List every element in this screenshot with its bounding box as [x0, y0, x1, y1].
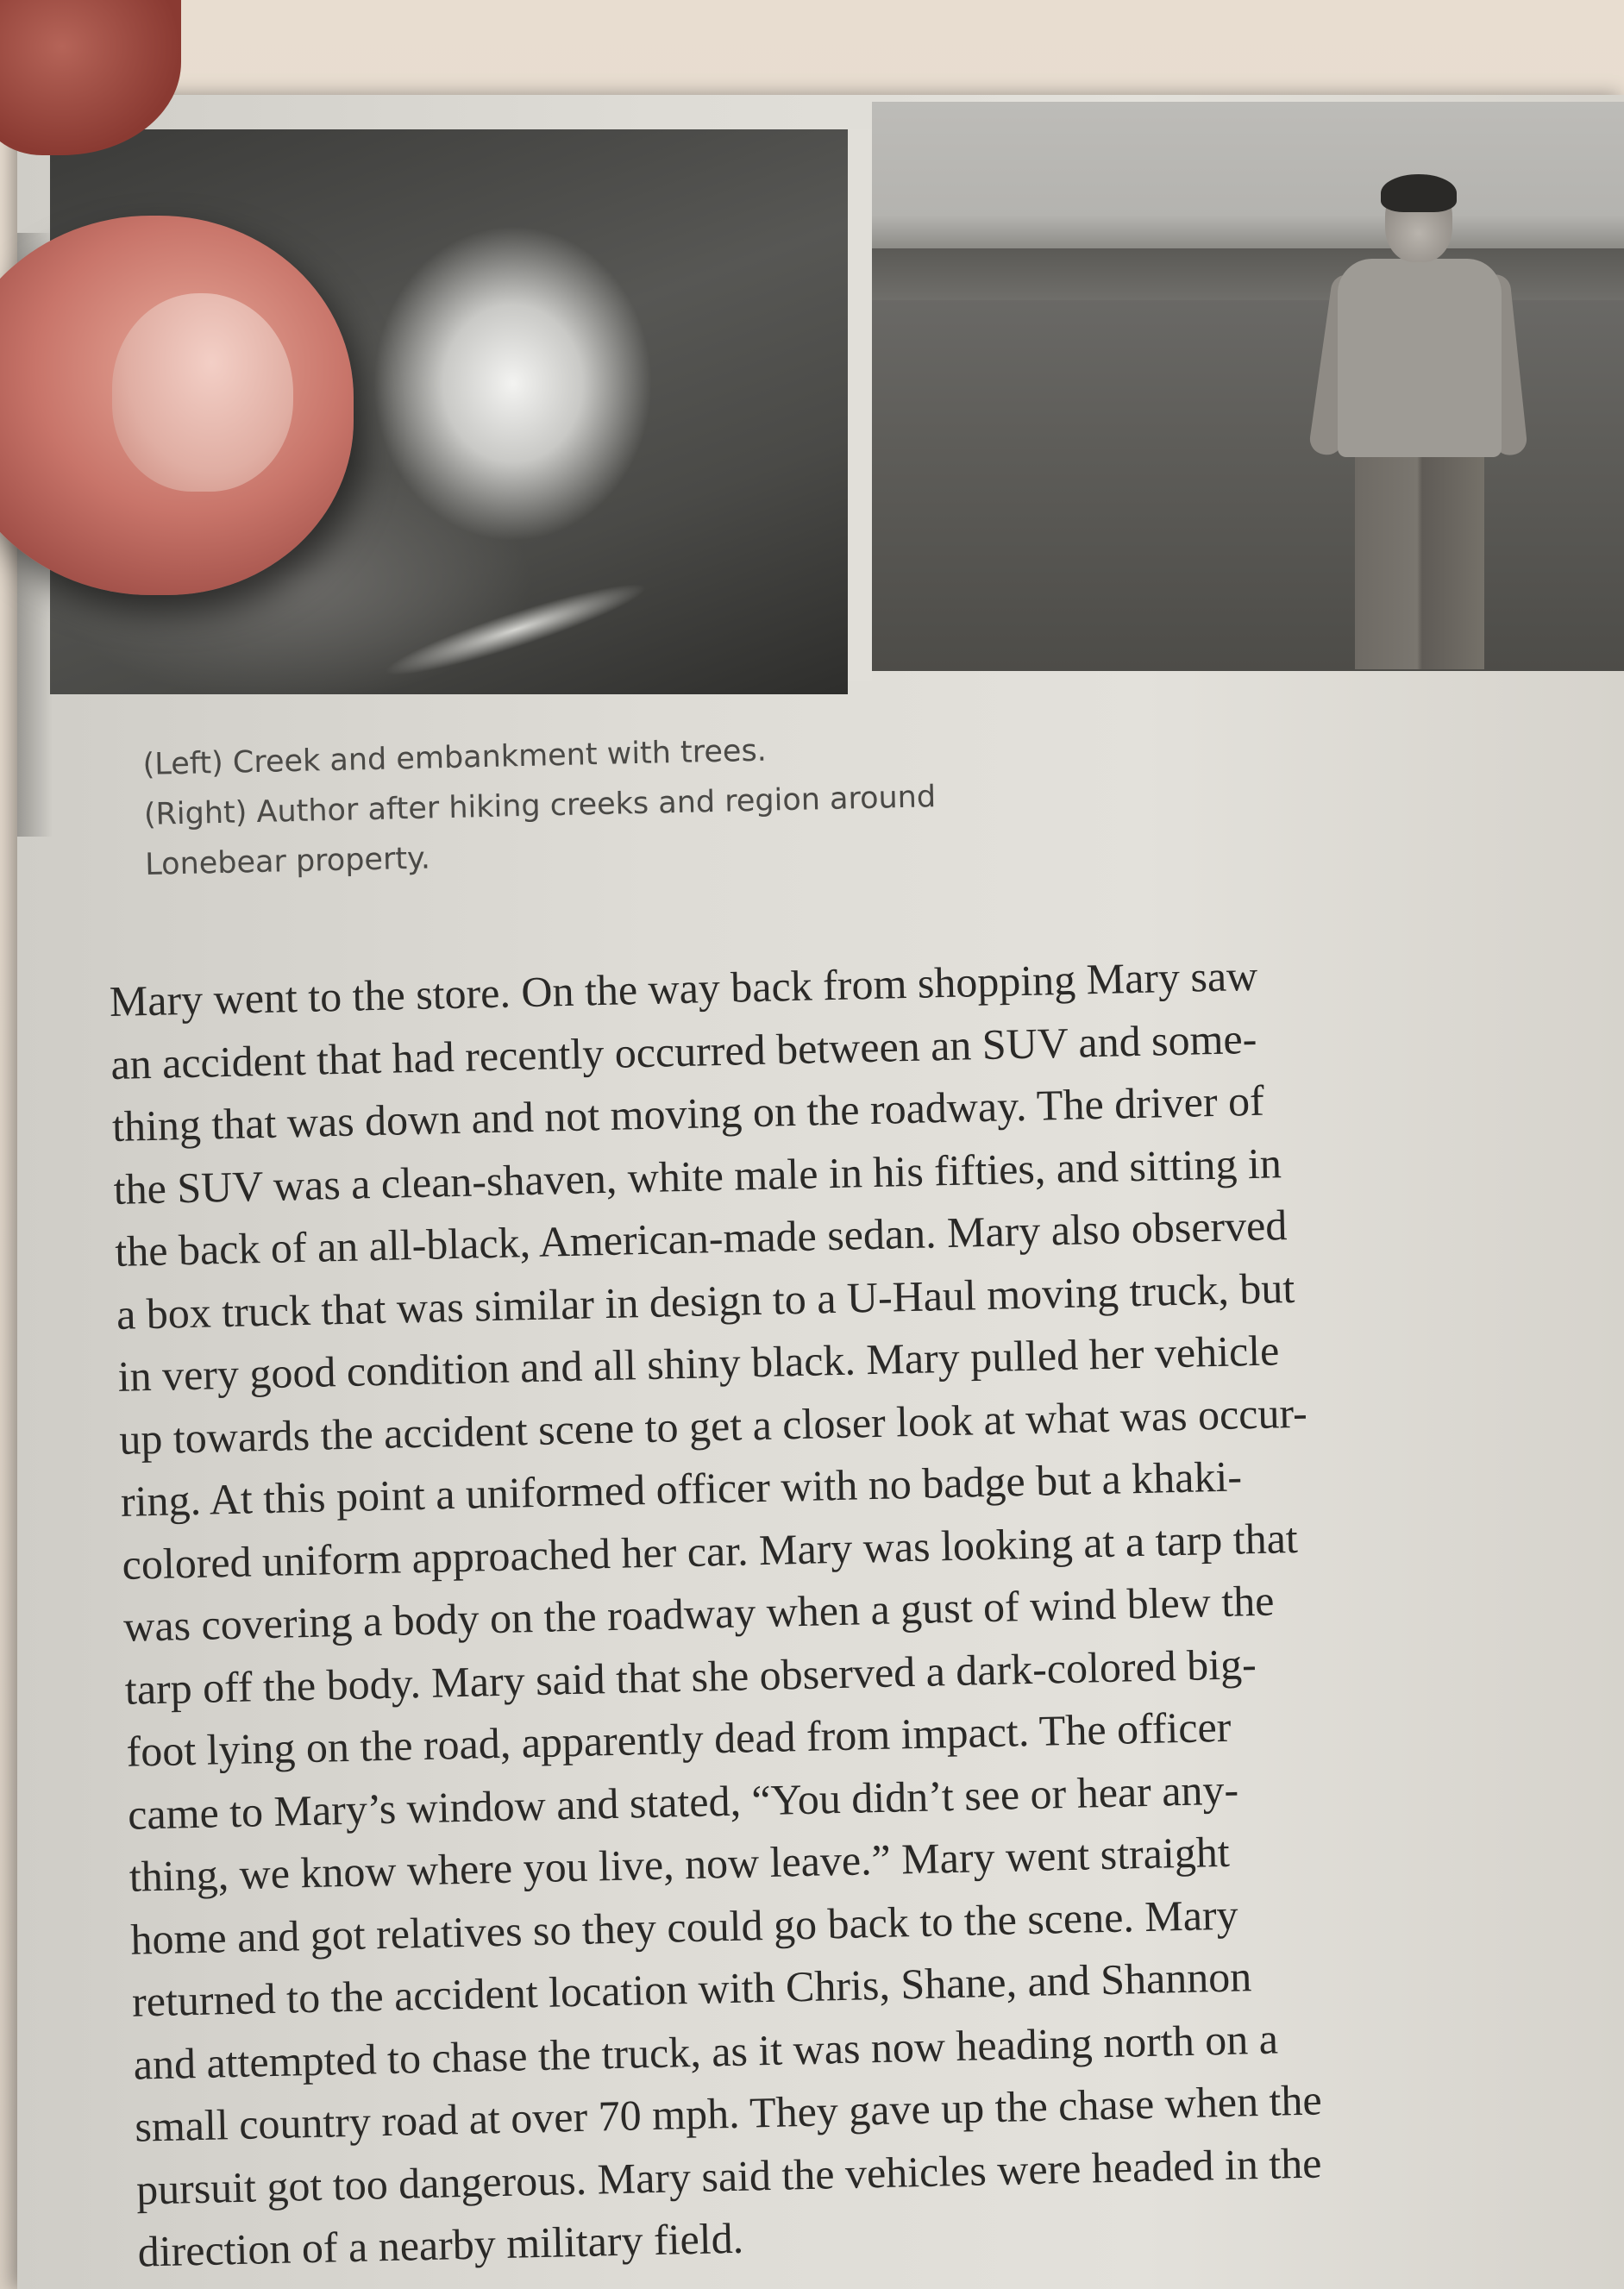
text-line: a box truck that was similar in design to a U-Haul moving truck, but	[116, 1263, 1295, 1339]
text-line: thing, we know where you live, now leave.” Mary went straight	[129, 1827, 1231, 1901]
text-line: thing that was down and not moving on the roadway. The driver of	[111, 1076, 1265, 1151]
text-line: in very good condition and all shiny black. Mary pulled her vehicle	[117, 1326, 1280, 1401]
text-line: foot lying on the road, apparently dead from impact. The officer	[125, 1702, 1232, 1776]
text-line: an accident that had recently occurred between an SUV and some-	[110, 1013, 1257, 1088]
text-line: the SUV was a clean-shaven, white male in his fifties, and sitting in	[113, 1138, 1282, 1213]
text-line: ring. At this point a uniformed officer with no badge but a khaki-	[120, 1452, 1243, 1526]
thumb	[0, 216, 354, 595]
text-line: returned to the accident location with Chris, Shane, and Shannon	[131, 1952, 1252, 2026]
caption-line: (Left) Creek and embankment with trees.	[142, 733, 768, 782]
text-line: Mary went to the store. On the way back from shopping Mary saw	[109, 950, 1258, 1025]
text-line: tarp off the body. Mary said that she observed a dark-colored big-	[124, 1639, 1257, 1714]
text-line: and attempted to chase the truck, as it was now heading north on a	[133, 2014, 1279, 2089]
author-figure	[1320, 179, 1519, 671]
text-line: direction of a nearby military field.	[137, 2213, 744, 2276]
text-line: home and got relatives so they could go back to the scene. Mary	[129, 1890, 1239, 1964]
caption-line: Lonebear property.	[144, 841, 431, 882]
text-line: small country road at over 70 mph. They gave up the chase when the	[134, 2075, 1323, 2151]
photo-gutter	[848, 129, 872, 681]
text-line: came to Mary’s window and stated, “You didn’t see or hear any-	[127, 1765, 1239, 1839]
text-line: was covering a body on the roadway when a gust of wind blew the	[122, 1576, 1275, 1651]
text-line: pursuit got too dangerous. Mary said the vehicles were headed in the	[135, 2137, 1322, 2214]
thumbnail	[112, 293, 293, 492]
text-line: colored uniform approached her car. Mary was looking at a tarp that	[121, 1513, 1299, 1589]
text-line: the back of an all-black, American-made sedan. Mary also observed	[114, 1201, 1288, 1276]
caption-line: (Right) Author after hiking creeks and region around	[143, 780, 937, 832]
body-paragraph	[109, 937, 1621, 2283]
photo-author-field	[872, 102, 1624, 671]
text-line: up towards the accident scene to get a closer look at what was occur-	[118, 1388, 1308, 1464]
water-reflection	[379, 571, 653, 689]
photo-caption	[142, 717, 1181, 890]
